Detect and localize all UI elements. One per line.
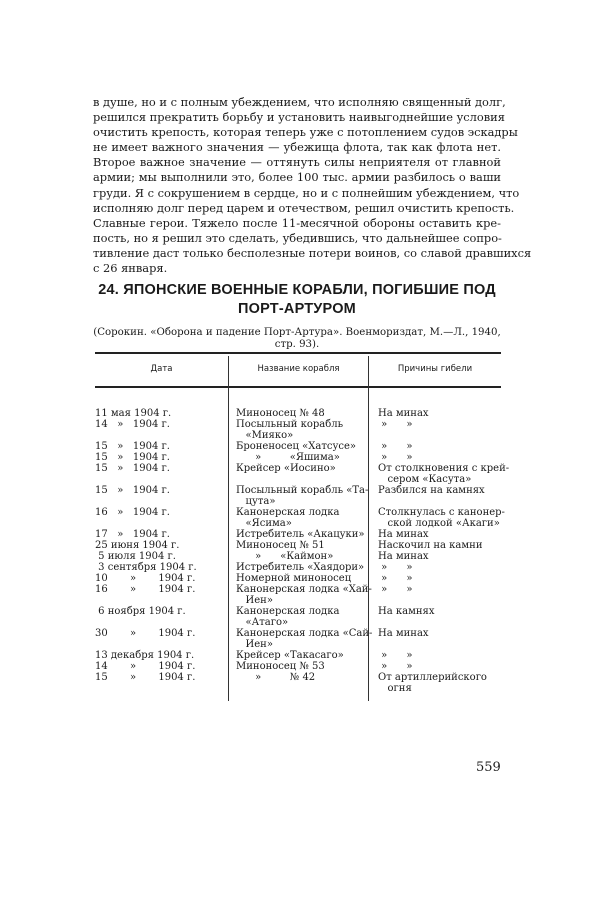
table-row <box>95 650 501 661</box>
paragraph-line: очистить крепость, которая теперь уже с потоплением судов эскадры <box>93 125 518 140</box>
header-ship-name: Название корабля <box>257 364 340 374</box>
paragraph-line: груди. Я с сокрушением в сердце, но и с полнейшим убеждением, что <box>93 185 520 200</box>
cell-cause: » » <box>378 584 413 595</box>
cell-date: 30 » 1904 г. <box>95 628 196 639</box>
cell-cause: » » <box>378 650 413 661</box>
cell-ship-name: Крейсер «Иосино» <box>236 463 336 474</box>
source-citation: (Сорокин. «Оборона и падение Порт-Артура». Военмориздат, М.—Л., 1940, стр. 93). <box>93 327 501 350</box>
cell-cause: На минах <box>378 529 429 540</box>
table-row <box>95 463 510 485</box>
cell-date: 3 сентября 1904 г. <box>95 562 197 573</box>
cell-cause: От столкновения с крей- сером «Касута» <box>378 463 510 485</box>
cell-ship-name: » «Яшима» <box>236 452 340 463</box>
paragraph-line: армии; мы выполнили это, более 100 тыс. армии разбилось о ваши <box>93 170 501 185</box>
table-row <box>95 540 501 551</box>
table-row <box>95 562 501 573</box>
cell-cause: На минах <box>378 408 429 419</box>
cell-cause: Разбился на камнях <box>378 485 485 496</box>
table-row <box>95 507 505 529</box>
table-body <box>95 408 510 694</box>
cell-cause: » » <box>378 452 413 463</box>
table-top-rule <box>95 352 501 354</box>
cell-date: 14 » 1904 г. <box>95 419 170 430</box>
cell-date: 14 » 1904 г. <box>95 661 196 672</box>
table-row <box>95 551 501 562</box>
cell-cause: От артиллерийского огня <box>378 672 487 694</box>
cell-ship-name: Крейсер «Такасаго» <box>236 650 344 661</box>
paragraph-line: с 26 января. <box>93 261 168 276</box>
paragraph-line: исполняю долг перед царем и отечеством, решил очистить крепость. <box>93 200 515 215</box>
paragraph-line: Второе важное значение — оттянуть силы неприятеля от главной <box>93 155 501 170</box>
cell-date: 15 » 1904 г. <box>95 452 170 463</box>
cell-date: 6 ноября 1904 г. <box>95 606 186 617</box>
paragraph-line: тивление даст только бесполезные потери воинов, со славой дравшихся <box>93 245 532 260</box>
table-header-rule <box>95 386 501 388</box>
table-row <box>95 661 501 672</box>
cell-date: 11 мая 1904 г. <box>95 408 172 419</box>
cell-cause: Столкнулась с канонер- ской лодкой «Акаги» <box>378 507 505 529</box>
header-cause: Причины гибели <box>397 364 473 374</box>
cell-ship-name: Миноносец № 48 <box>236 408 325 419</box>
table-row <box>95 628 501 650</box>
cell-cause: На минах <box>378 628 429 639</box>
cell-ship-name: » № 42 <box>236 672 316 683</box>
paragraph-line: не имеет важного значения — убежища флота, так как флота нет. <box>93 140 501 155</box>
table-row <box>95 529 501 540</box>
cell-ship-name: Номерной миноносец <box>236 573 352 584</box>
table-row <box>95 408 501 419</box>
cell-ship-name: Канонерская лодка «Ясима» <box>236 507 340 529</box>
cell-cause: На минах <box>378 551 429 562</box>
cell-ship-name: Истребитель «Хаядори» <box>236 562 365 573</box>
table-row <box>95 606 501 628</box>
cell-ship-name: Миноносец № 51 <box>236 540 325 551</box>
cell-ship-name: Канонерская лодка «Сай- Иен» <box>236 628 373 650</box>
cell-cause: » » <box>378 419 413 430</box>
cell-ship-name: Миноносец № 53 <box>236 661 325 672</box>
header-date: Дата <box>150 364 173 374</box>
cell-ship-name: Канонерская лодка «Атаго» <box>236 606 340 628</box>
cell-date: 15 » 1904 г. <box>95 463 170 474</box>
cell-cause: Наскочил на камни <box>378 540 483 551</box>
table-row <box>95 452 501 463</box>
cell-date: 25 июня 1904 г. <box>95 540 180 551</box>
paragraph-line: в душе, но и с полным убеждением, что исполняю священный долг, <box>93 95 506 109</box>
cell-date: 17 » 1904 г. <box>95 529 170 540</box>
table-row <box>95 573 501 584</box>
cell-ship-name: Броненосец «Хатсусе» <box>236 441 357 452</box>
table-row <box>95 419 501 441</box>
table-row <box>95 672 501 694</box>
cell-cause: » » <box>378 573 413 584</box>
cell-date: 13 декабря 1904 г. <box>95 650 195 661</box>
cell-date: 5 июля 1904 г. <box>95 551 176 562</box>
table-row <box>95 485 501 507</box>
table-row <box>95 584 501 606</box>
cell-cause: На камнях <box>378 606 435 617</box>
cell-ship-name: Истребитель «Акацуки» <box>236 529 365 540</box>
cell-ship-name: Посыльный корабль «Мияко» <box>236 419 344 441</box>
cell-date: 15 » 1904 г. <box>95 441 170 452</box>
cell-ship-name: Канонерская лодка «Хай- Иен» <box>236 584 372 606</box>
paragraph-line: решился прекратить борьбу и установить наивыгоднейшие условия <box>93 110 505 125</box>
cell-cause: » » <box>378 661 413 672</box>
page-number: 559 <box>476 760 501 775</box>
cell-ship-name: » «Каймон» <box>236 551 334 562</box>
cell-date: 15 » 1904 г. <box>95 672 196 683</box>
section-title: 24. ЯПОНСКИЕ ВОЕННЫЕ КОРАБЛИ, ПОГИБШИЕ ПОД ПОРТ-АРТУРОМ <box>98 282 496 317</box>
cell-cause: » » <box>378 562 413 573</box>
cell-ship-name: Посыльный корабль «Та- цута» <box>236 485 369 507</box>
body-paragraph <box>93 95 532 276</box>
cell-date: 15 » 1904 г. <box>95 485 170 496</box>
cell-cause: » » <box>378 441 413 452</box>
table-row <box>95 441 501 452</box>
paragraph-line: Славные герои. Тяжело после 11-месячной обороны оставить кре- <box>93 215 501 230</box>
cell-date: 16 » 1904 г. <box>95 584 196 595</box>
cell-date: 16 » 1904 г. <box>95 507 170 518</box>
paragraph-line: пость, но я решил это сделать, убедившись, что дальнейшее сопро- <box>93 230 502 245</box>
cell-date: 10 » 1904 г. <box>95 573 196 584</box>
